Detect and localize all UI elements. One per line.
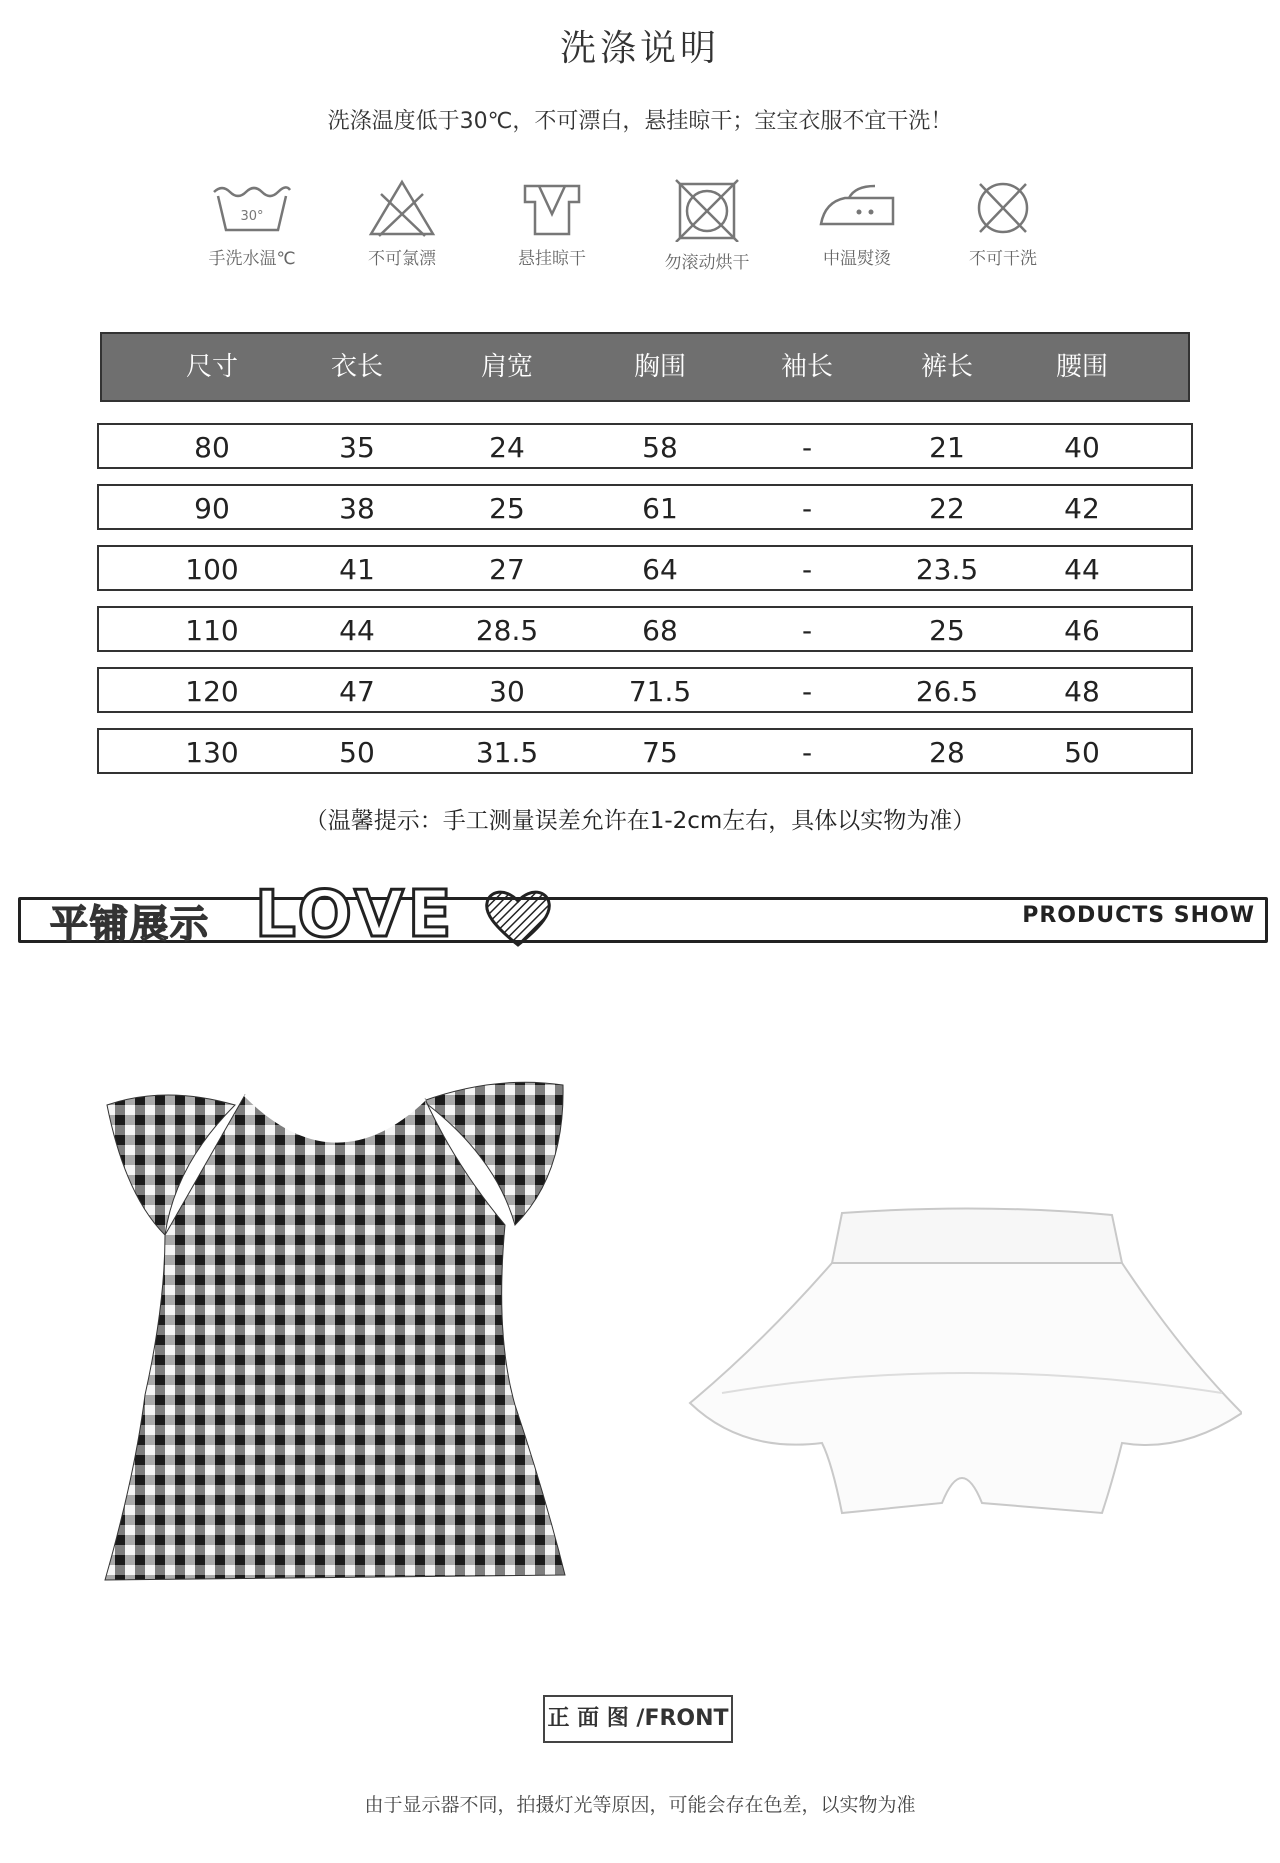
table-cell: 75 bbox=[642, 736, 678, 769]
table-cell: 28 bbox=[929, 736, 965, 769]
table-cell: 47 bbox=[339, 675, 375, 708]
care-item-iron bbox=[782, 178, 932, 269]
header-cell-waist: 腰围 bbox=[1055, 352, 1108, 382]
care-label: 手洗水温℃ bbox=[208, 249, 296, 269]
wash-instructions-text: 洗涤温度低于30℃，不可漂白，悬挂晾干；宝宝衣服不宜干洗！ bbox=[327, 109, 953, 134]
table-cell: - bbox=[801, 492, 813, 525]
table-cell: 80 bbox=[194, 431, 230, 464]
table-row bbox=[97, 606, 1193, 652]
table-cell: 50 bbox=[1064, 736, 1100, 769]
table-cell: 130 bbox=[185, 736, 239, 769]
table-cell: 68 bbox=[642, 614, 678, 647]
care-label: 不可干洗 bbox=[969, 249, 1037, 269]
heart-icon bbox=[483, 885, 553, 949]
care-label: 不可氯漂 bbox=[368, 249, 436, 269]
table-cell: 50 bbox=[339, 736, 375, 769]
table-cell: - bbox=[801, 553, 813, 586]
table-cell: 58 bbox=[642, 431, 678, 464]
table-cell: 35 bbox=[339, 431, 375, 464]
banner-title-en: PRODUCTS SHOW bbox=[1022, 903, 1255, 928]
table-cell: 90 bbox=[194, 492, 230, 525]
hand-wash-icon bbox=[210, 178, 294, 238]
table-row bbox=[97, 484, 1193, 530]
table-cell: 64 bbox=[642, 553, 678, 586]
care-label: 中温熨烫 bbox=[823, 249, 891, 269]
table-cell: 30 bbox=[489, 675, 525, 708]
table-cell: 31.5 bbox=[475, 736, 539, 769]
table-cell: 24 bbox=[489, 431, 525, 464]
table-cell: 44 bbox=[339, 614, 375, 647]
color-disclaimer: 由于显示器不同，拍摄灯光等原因，可能会存在色差，以实物为准 bbox=[364, 1794, 916, 1816]
table-cell: 110 bbox=[185, 614, 239, 647]
table-cell: 21 bbox=[929, 431, 965, 464]
table-cell: 61 bbox=[642, 492, 678, 525]
care-item-hand-wash bbox=[177, 178, 327, 269]
table-cell: 28.5 bbox=[475, 614, 539, 647]
no-bleach-icon bbox=[367, 178, 437, 238]
header-cell-shoulder: 肩宽 bbox=[480, 352, 533, 382]
page-title: 洗涤说明 bbox=[559, 28, 720, 69]
size-table-header bbox=[100, 332, 1190, 402]
no-dry-clean-icon bbox=[968, 178, 1038, 238]
no-tumble-dry-icon bbox=[672, 178, 742, 242]
gingham-top-image bbox=[95, 1075, 575, 1595]
measurement-tip: （温馨提示：手工测量误差允许在1-2cm左右，具体以实物为准） bbox=[304, 808, 976, 834]
table-cell: 40 bbox=[1064, 431, 1100, 464]
header-cell-chest: 胸围 bbox=[633, 352, 686, 382]
header-cell-length: 衣长 bbox=[330, 352, 383, 382]
table-cell: 23.5 bbox=[915, 553, 979, 586]
care-item-no-dry-clean bbox=[928, 178, 1078, 269]
table-row bbox=[97, 667, 1193, 713]
table-row bbox=[97, 423, 1193, 469]
care-label: 悬挂晾干 bbox=[518, 249, 586, 269]
care-item-no-tumble-dry bbox=[632, 178, 782, 273]
table-cell: 26.5 bbox=[915, 675, 979, 708]
care-item-no-bleach bbox=[327, 178, 477, 269]
table-row bbox=[97, 545, 1193, 591]
front-view-label: 正 面 图 /FRONT bbox=[543, 1695, 733, 1743]
header-cell-size: 尺寸 bbox=[185, 352, 238, 382]
table-cell: 120 bbox=[185, 675, 239, 708]
banner-title-cn: 平铺展示 bbox=[50, 902, 211, 946]
table-cell: - bbox=[801, 431, 813, 464]
table-cell: - bbox=[801, 736, 813, 769]
table-cell: - bbox=[801, 675, 813, 708]
table-row bbox=[97, 728, 1193, 774]
care-label: 勿滚动烘干 bbox=[664, 253, 750, 273]
table-cell: 25 bbox=[489, 492, 525, 525]
table-cell: 48 bbox=[1064, 675, 1100, 708]
table-cell: 38 bbox=[339, 492, 375, 525]
wash-temp-badge: 30° bbox=[240, 209, 264, 224]
table-cell: - bbox=[801, 614, 813, 647]
table-cell: 25 bbox=[929, 614, 965, 647]
table-cell: 42 bbox=[1064, 492, 1100, 525]
white-shorts-image bbox=[682, 1203, 1242, 1523]
table-cell: 27 bbox=[489, 553, 525, 586]
table-cell: 46 bbox=[1064, 614, 1100, 647]
hang-dry-icon bbox=[517, 178, 587, 238]
iron-medium-icon bbox=[815, 178, 899, 238]
banner-love-text: LOVE bbox=[255, 878, 456, 952]
table-cell: 44 bbox=[1064, 553, 1100, 586]
care-item-hang-dry bbox=[477, 178, 627, 269]
header-cell-pants-length: 裤长 bbox=[920, 352, 973, 382]
table-cell: 100 bbox=[185, 553, 239, 586]
table-cell: 41 bbox=[339, 553, 375, 586]
table-cell: 71.5 bbox=[628, 675, 692, 708]
header-cell-sleeve: 袖长 bbox=[780, 352, 833, 382]
table-cell: 22 bbox=[929, 492, 965, 525]
